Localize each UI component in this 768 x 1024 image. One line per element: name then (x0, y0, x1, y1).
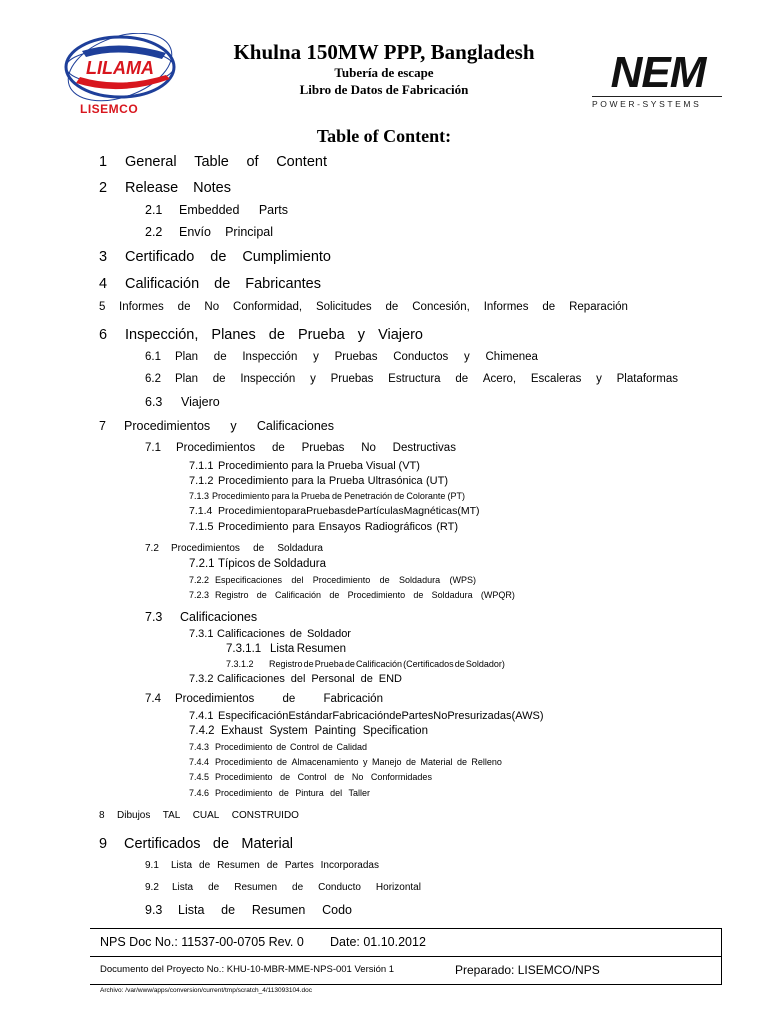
toc-entry-title: Procedimientos de Fabricación (175, 693, 383, 705)
toc-entry-number: 7.1 (145, 442, 161, 454)
toc-entry-number: 9.2 (145, 882, 159, 893)
toc-entry-number: 7.1.2 (189, 475, 214, 487)
toc-entry (145, 203, 288, 217)
toc-entry-number: 7 (99, 419, 106, 433)
document-subtitle: Tubería de escape (334, 65, 434, 80)
toc-entry (145, 373, 678, 385)
toc-entry (145, 693, 383, 705)
toc-entry (189, 757, 502, 767)
toc-entry-title: Calificación de Fabricantes (125, 276, 321, 292)
toc-entry (99, 419, 334, 433)
toc-entry (226, 659, 505, 669)
footer-file-path: Archivo: /var/www/apps/conversion/current/tmp/scratch_4/113093104.doc (100, 987, 312, 994)
toc-entry (99, 249, 331, 265)
footer-rule-middle (90, 956, 722, 957)
toc-entry (99, 154, 327, 170)
toc-entry-number: 4 (99, 276, 108, 292)
toc-entry-number: 6.1 (145, 351, 161, 363)
toc-entry-number: 6.2 (145, 373, 161, 385)
toc-entry-number: 7.3 (145, 610, 163, 624)
toc-entry-number: 1 (99, 154, 108, 170)
toc-entry-title: Procedimientos de Soldadura (171, 543, 323, 554)
toc-entry-title: Exhaust System Painting Specification (221, 725, 428, 737)
toc-entry (189, 772, 432, 782)
document-title: Khulna 150MW PPP, Bangladesh (233, 40, 535, 64)
toc-entry (145, 351, 538, 363)
toc-entry (145, 225, 273, 239)
toc-entry-title: Especificación Estándar Fabricación de Partes No Presurizadas (AWS) (218, 710, 544, 722)
toc-entry-title: Dibujos TAL CUAL CONSTRUIDO (117, 810, 299, 821)
lilama-logo-word: LILAMA (86, 58, 154, 78)
toc-entry-title: Lista de Resumen de Conducto Horizontal (172, 882, 421, 893)
toc-entry-title: Procedimiento para la Prueba Visual (VT) (218, 460, 420, 472)
toc-entry-number: 2 (99, 180, 108, 196)
toc-entry-number: 2.2 (145, 225, 163, 239)
toc-entry (145, 903, 352, 917)
toc-entry (189, 558, 326, 570)
toc-entry-number: 7.4.1 (189, 710, 214, 722)
toc-entry (189, 788, 370, 798)
toc-entry (189, 673, 402, 685)
toc-entry-title: Especificaciones del Procedimiento de Soldadura (WPS) (215, 575, 476, 585)
toc-entry-number: 6 (99, 327, 108, 343)
footer-rule-top (90, 928, 722, 929)
toc-entry (189, 742, 367, 752)
footer-project-doc: Documento del Proyecto No.: KHU-10-MBR-MME-NPS-001 Versión 1 (100, 964, 395, 975)
lisemco-caption: LISEMCO (80, 102, 139, 116)
toc-entry (99, 276, 321, 292)
toc-entry (99, 180, 231, 196)
toc-entry-number: 9 (99, 836, 108, 852)
toc-entry (189, 575, 476, 585)
toc-entry-number: 7.1.5 (189, 521, 214, 533)
toc-entry-number: 7.2.1 (189, 558, 215, 570)
toc-entry-number: 5 (99, 301, 106, 313)
toc-entry (145, 395, 223, 409)
toc-entry (145, 543, 323, 554)
toc-entry-title: Calificaciones (180, 610, 258, 624)
toc-entry-number: 9.1 (145, 860, 159, 871)
toc-entry (189, 590, 515, 600)
footer-prepared: Preparado: LISEMCO/NPS (455, 963, 600, 977)
toc-entry-title: Embedded Parts (179, 203, 288, 217)
toc-entry-number: 7.4.3 (189, 742, 210, 752)
toc-entry-number: 7.2.3 (189, 590, 210, 600)
toc-entry-title: General Table of Content (125, 154, 327, 170)
toc-entry (145, 860, 379, 871)
toc-entry (189, 628, 351, 640)
toc-entry-number: 7.3.1.2 (226, 659, 254, 669)
toc-entry-number: 2.1 (145, 203, 163, 217)
toc-entry-title: Plan de Inspección y Pruebas Conductos y Chimenea (175, 351, 538, 363)
toc-entry (189, 710, 544, 722)
toc-entry-number: 3 (99, 249, 108, 265)
toc-entry (99, 327, 423, 343)
toc-entry-number: 7.4.6 (189, 788, 210, 798)
toc-entry (145, 442, 456, 454)
toc-entry (189, 491, 465, 501)
toc-entry-title: Registro de Prueba de Calificación (Certificados de Soldador) (269, 659, 505, 669)
toc-entry-number: 7.2 (145, 543, 159, 554)
toc-entry (226, 643, 346, 655)
toc-entry-title: Procedimiento de Almacenamiento y Manejo de Material de Relleno (215, 757, 502, 767)
toc-entry-title: Lista de Resumen de Partes Incorporadas (171, 860, 379, 871)
toc-entry-title: Release Notes (125, 180, 231, 196)
toc-entry-title: Envío Principal (179, 225, 273, 239)
toc-entry-title: Procedimiento para la Prueba Ultrasónica (UT) (218, 475, 448, 487)
toc-entry-title: Típicos de Soldadura (218, 558, 326, 570)
toc-entry-number: 7.3.2 (189, 673, 214, 685)
toc-heading: Table of Content: (316, 126, 452, 146)
toc-entry (99, 836, 293, 852)
nem-logo-tagline: POWER-SYSTEMS (592, 99, 702, 109)
toc-entry (145, 882, 421, 893)
footer-doc-no: NPS Doc No.: 11537-00-0705 Rev. 0 (100, 935, 304, 949)
nem-logo-rule (592, 96, 722, 97)
toc-entry-number: 7.3.1.1 (226, 643, 262, 655)
toc-entry-title: Inspección, Planes de Prueba y Viajero (125, 327, 423, 343)
toc-entry-title: Lista Resumen (270, 643, 346, 655)
toc-entry (189, 505, 480, 517)
toc-entry-title: Procedimiento para la Prueba de Penetración de Colorante (PT) (212, 491, 465, 501)
toc-entry-title: Procedimiento de Pintura del Taller (215, 788, 370, 798)
toc-entry-number: 7.1.4 (189, 505, 213, 517)
toc-entry-number: 7.2.2 (189, 575, 210, 585)
nem-logo-word: NEM (610, 48, 706, 97)
toc-entry (189, 460, 420, 472)
footer-date: Date: 01.10.2012 (330, 935, 426, 949)
toc-entry-number: 7.4 (145, 693, 161, 705)
toc-entry-title: Viajero (181, 395, 220, 409)
toc-entry-number: 7.1.3 (189, 491, 210, 501)
toc-entry-title: Certificados de Material (124, 836, 293, 852)
toc-entry-title: Procedimiento para Pruebas de Partículas Magnéticas (MT) (218, 505, 480, 517)
toc-entry-title: Informes de No Conformidad, Solicitudes de Concesión, Informes de Reparación (119, 301, 628, 313)
toc-entry-title: Plan de Inspección y Pruebas Estructura de Acero, Escaleras y Plataformas (175, 373, 678, 385)
toc-entry-number: 9.3 (145, 903, 163, 917)
toc-entry-title: Procedimiento de Control de Calidad (215, 742, 367, 752)
toc-entry-number: 6.3 (145, 395, 163, 409)
toc-entry-title: Procedimientos de Pruebas No Destructivas (176, 442, 456, 454)
footer-rule-bottom (90, 984, 722, 985)
toc-entry-number: 7.3.1 (189, 628, 214, 640)
toc-entry (189, 725, 428, 737)
toc-entry (145, 610, 260, 624)
toc-entry-number: 7.4.5 (189, 772, 210, 782)
toc-entry-number: 7.1.1 (189, 460, 214, 472)
toc-entry-number: 8 (99, 810, 105, 821)
toc-entry-title: Procedimiento de Control de No Conformidades (215, 772, 432, 782)
toc-entry-title: Certificado de Cumplimiento (125, 249, 331, 265)
toc-entry-title: Lista de Resumen Codo (178, 903, 352, 917)
footer-rule-right (721, 928, 722, 984)
toc-entry (189, 475, 448, 487)
toc-entry-number: 7.4.2 (189, 725, 215, 737)
toc-entry (99, 810, 299, 821)
toc-entry-title: Calificaciones del Personal de END (217, 673, 402, 685)
toc-entry (189, 521, 458, 533)
toc-entry-number: 7.4.4 (189, 757, 210, 767)
toc-entry (99, 301, 628, 313)
toc-entry-title: Registro de Calificación de Procedimiento de Soldadura (WPQR) (215, 590, 515, 600)
toc-entry-title: Calificaciones de Soldador (217, 628, 351, 640)
toc-entry-title: Procedimiento para Ensayos Radiográficos (RT) (218, 521, 458, 533)
toc-entry-title: Procedimientos y Calificaciones (124, 419, 334, 433)
document-subtitle-2: Libro de Datos de Fabricación (299, 82, 469, 97)
